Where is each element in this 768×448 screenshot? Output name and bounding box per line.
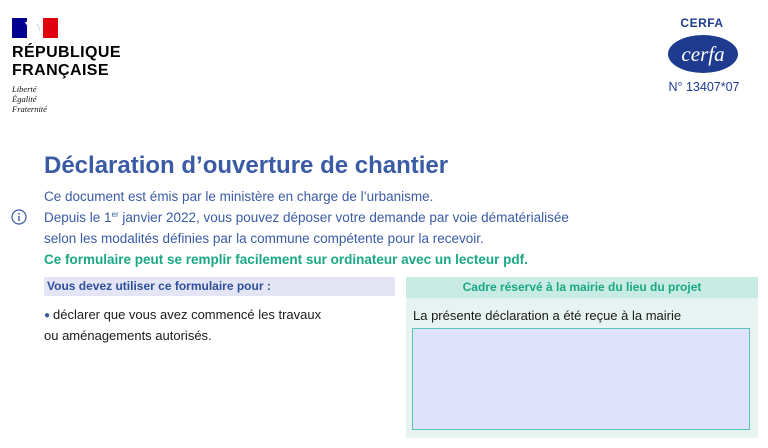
- usage-heading-text: Vous devez utiliser ce formulaire pour :: [47, 279, 271, 293]
- cerfa-number: N° 13407*07: [668, 80, 740, 94]
- bullet-line: ou aménagements autorisés.: [44, 328, 212, 343]
- intro-line: selon les modalités définies par la commune compétente pour la recevoir.: [44, 231, 484, 246]
- usage-heading: [44, 277, 395, 296]
- page-title: Déclaration d’ouverture de chantier: [44, 152, 449, 179]
- motto: [12, 84, 47, 114]
- bullet-icon: ●: [44, 310, 51, 321]
- intro-line: [44, 210, 569, 225]
- cerfa-logo: [667, 34, 739, 74]
- intro-superscript: er: [111, 210, 119, 219]
- received-label: La présente déclaration a été reçue à la mairie: [413, 308, 682, 323]
- bullet-line: déclarer que vous avez commencé les travaux: [53, 307, 322, 322]
- rf-name-line: RÉPUBLIQUE: [12, 44, 121, 61]
- republique-francaise-name: [12, 44, 121, 80]
- cerfa-logo-text: cerfa: [681, 42, 725, 66]
- marianne-logo: [12, 18, 58, 38]
- mairie-reserved-heading: [406, 277, 758, 298]
- received-field[interactable]: [412, 328, 750, 430]
- usage-bullet: [44, 305, 321, 346]
- intro-text: Depuis le 1: [44, 210, 112, 225]
- cerfa-label: CERFA: [680, 16, 724, 30]
- intro-line: Ce document est émis par le ministère en charge de l’urbanisme.: [44, 189, 434, 204]
- motto-line: Égalité: [12, 94, 37, 104]
- motto-line: Fraternité: [12, 104, 47, 114]
- motto-line: Liberté: [12, 84, 37, 94]
- rf-name-line: FRANÇAISE: [12, 62, 109, 79]
- intro-text: janvier 2022, vous pouvez déposer votre demande par voie dématérialisée: [118, 210, 569, 225]
- info-circle-icon: [11, 209, 27, 225]
- mairie-reserved-heading-text: Cadre réservé à la mairie du lieu du projet: [462, 280, 702, 294]
- intro-bold-line: Ce formulaire peut se remplir facilement sur ordinateur avec un lecteur pdf.: [44, 252, 528, 267]
